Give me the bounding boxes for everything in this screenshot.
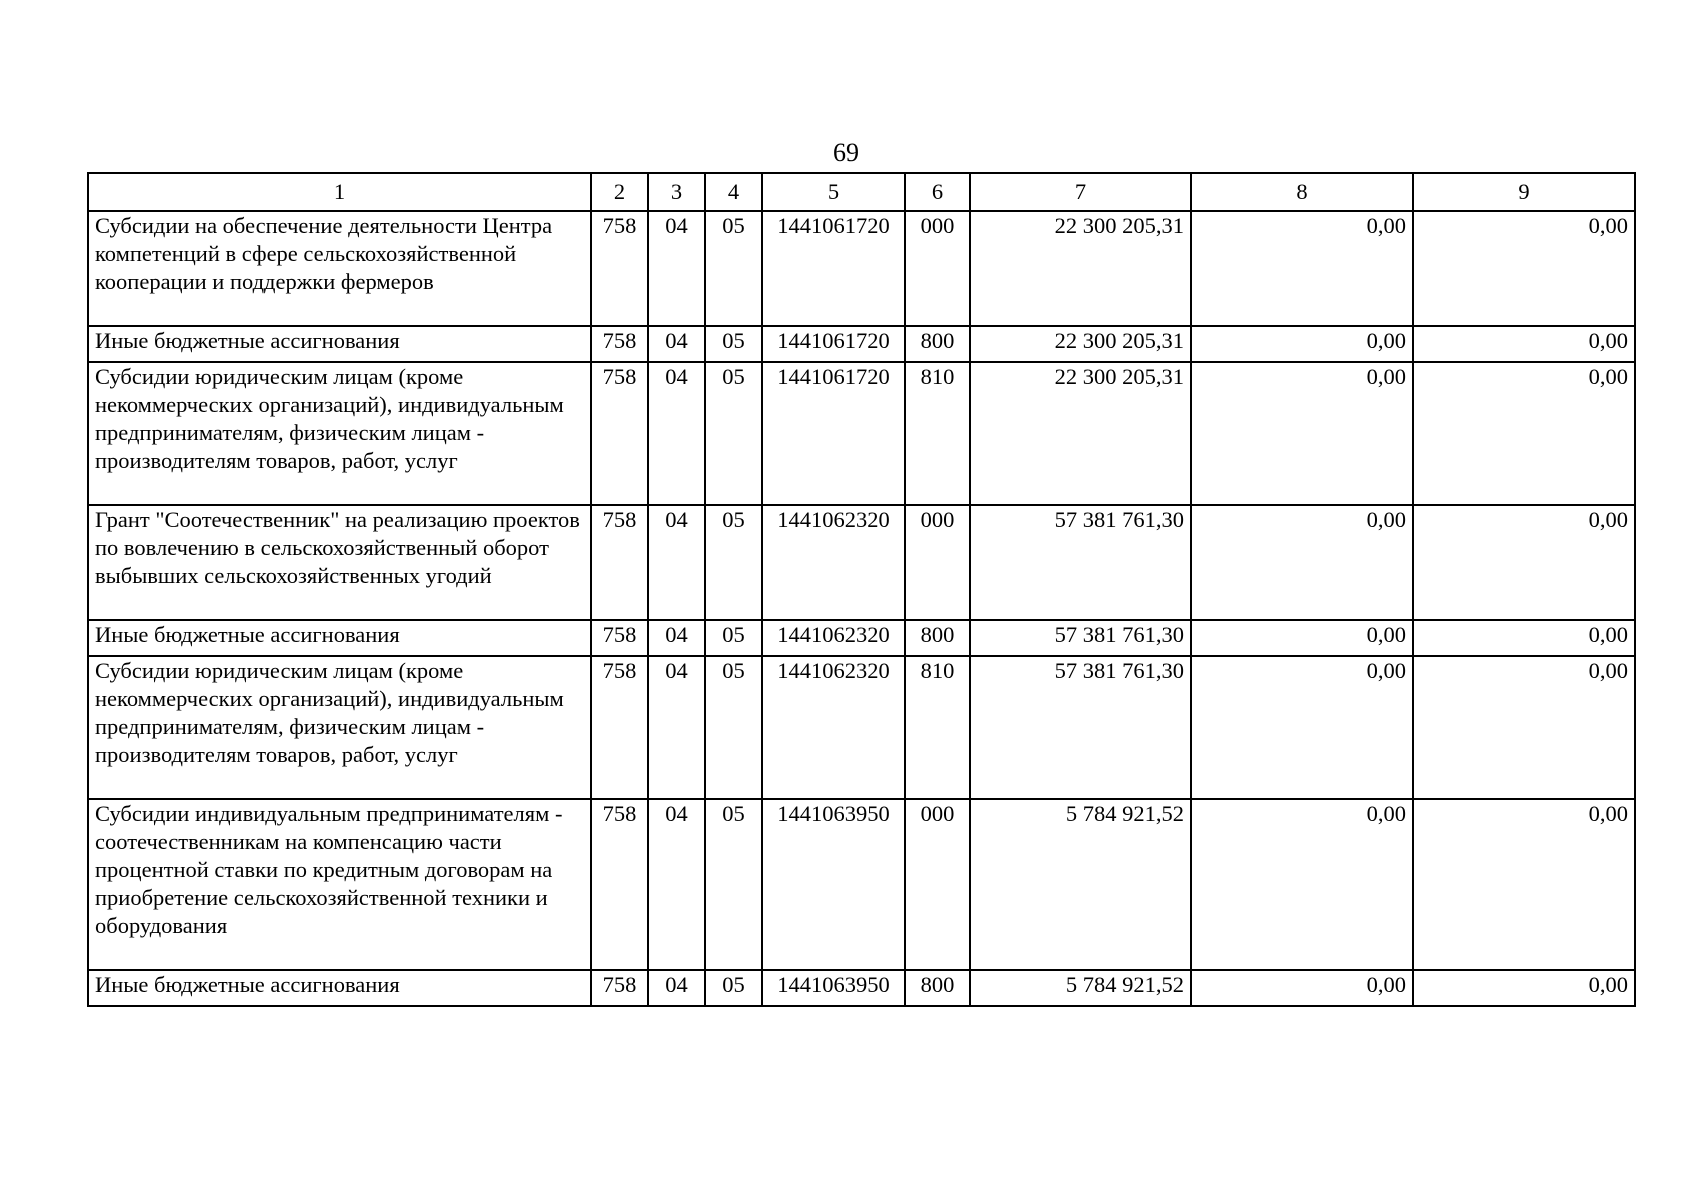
table-row (88, 211, 1635, 326)
cell-amount-col8: 0,00 (1191, 970, 1413, 1006)
cell-ministry-code: 758 (591, 211, 648, 326)
cell-section-code: 04 (648, 326, 705, 362)
cell-amount-col8: 0,00 (1191, 211, 1413, 326)
cell-expense-type: 810 (905, 656, 970, 799)
table-row (88, 505, 1635, 620)
cell-amount-col9: 0,00 (1413, 362, 1635, 505)
table-row (88, 656, 1635, 799)
cell-target-code: 1441063950 (762, 799, 905, 970)
column-header: 6 (905, 173, 970, 211)
table-row (88, 799, 1635, 970)
row-name: Иные бюджетные ассигнования (88, 970, 591, 1006)
cell-section-code: 04 (648, 799, 705, 970)
cell-ministry-code: 758 (591, 656, 648, 799)
row-name: Грант "Соотечественник" на реализацию проектов по вовлечению в сельскохозяйственный оборот выбывших сельскохозяйственных угодий (88, 505, 591, 620)
row-name: Субсидии юридическим лицам (кроме некоммерческих организаций), индивидуальным предпринимателям, физическим лицам - производителям товаров, работ, услуг (88, 362, 591, 505)
table-row (88, 362, 1635, 505)
column-header: 9 (1413, 173, 1635, 211)
column-header: 1 (88, 173, 591, 211)
table-row (88, 326, 1635, 362)
cell-ministry-code: 758 (591, 620, 648, 656)
cell-ministry-code: 758 (591, 970, 648, 1006)
table-row (88, 970, 1635, 1006)
cell-section-code: 04 (648, 970, 705, 1006)
cell-target-code: 1441063950 (762, 970, 905, 1006)
cell-ministry-code: 758 (591, 362, 648, 505)
cell-expense-type: 800 (905, 620, 970, 656)
column-header: 3 (648, 173, 705, 211)
row-name: Субсидии на обеспечение деятельности Центра компетенций в сфере сельскохозяйственной кооперации и поддержки фермеров (88, 211, 591, 326)
row-name: Иные бюджетные ассигнования (88, 620, 591, 656)
table-row (88, 620, 1635, 656)
cell-ministry-code: 758 (591, 505, 648, 620)
cell-section-code: 04 (648, 505, 705, 620)
cell-target-code: 1441061720 (762, 362, 905, 505)
cell-amount-col9: 0,00 (1413, 211, 1635, 326)
cell-amount-col8: 0,00 (1191, 799, 1413, 970)
page-number: 69 (833, 138, 859, 167)
cell-section-code: 04 (648, 211, 705, 326)
column-header: 4 (705, 173, 762, 211)
budget-table (87, 172, 1636, 1007)
row-name: Субсидии юридическим лицам (кроме некоммерческих организаций), индивидуальным предпринимателям, физическим лицам - производителям товаров, работ, услуг (88, 656, 591, 799)
column-header: 2 (591, 173, 648, 211)
column-header: 5 (762, 173, 905, 211)
cell-subsection-code: 05 (705, 620, 762, 656)
cell-section-code: 04 (648, 362, 705, 505)
cell-ministry-code: 758 (591, 326, 648, 362)
row-name: Субсидии индивидуальным предпринимателям - соотечественникам на компенсацию части процентной ставки по кредитным договорам на приобретение сельскохозяйственной техники и оборудования (88, 799, 591, 970)
cell-amount-col7: 22 300 205,31 (970, 211, 1191, 326)
cell-expense-type: 000 (905, 799, 970, 970)
cell-amount-col9: 0,00 (1413, 799, 1635, 970)
column-header: 8 (1191, 173, 1413, 211)
cell-amount-col8: 0,00 (1191, 326, 1413, 362)
cell-amount-col9: 0,00 (1413, 505, 1635, 620)
cell-expense-type: 000 (905, 211, 970, 326)
cell-subsection-code: 05 (705, 362, 762, 505)
cell-amount-col7: 57 381 761,30 (970, 620, 1191, 656)
cell-subsection-code: 05 (705, 211, 762, 326)
cell-amount-col7: 22 300 205,31 (970, 362, 1191, 505)
cell-section-code: 04 (648, 656, 705, 799)
cell-target-code: 1441061720 (762, 326, 905, 362)
cell-amount-col8: 0,00 (1191, 362, 1413, 505)
cell-amount-col7: 5 784 921,52 (970, 799, 1191, 970)
cell-subsection-code: 05 (705, 656, 762, 799)
cell-target-code: 1441062320 (762, 656, 905, 799)
cell-expense-type: 000 (905, 505, 970, 620)
cell-amount-col8: 0,00 (1191, 656, 1413, 799)
cell-expense-type: 800 (905, 326, 970, 362)
cell-subsection-code: 05 (705, 799, 762, 970)
cell-ministry-code: 758 (591, 799, 648, 970)
cell-amount-col7: 5 784 921,52 (970, 970, 1191, 1006)
cell-expense-type: 810 (905, 362, 970, 505)
cell-target-code: 1441062320 (762, 620, 905, 656)
cell-amount-col7: 57 381 761,30 (970, 505, 1191, 620)
row-name: Иные бюджетные ассигнования (88, 326, 591, 362)
cell-amount-col7: 57 381 761,30 (970, 656, 1191, 799)
cell-amount-col9: 0,00 (1413, 620, 1635, 656)
cell-target-code: 1441061720 (762, 211, 905, 326)
cell-target-code: 1441062320 (762, 505, 905, 620)
cell-amount-col9: 0,00 (1413, 970, 1635, 1006)
cell-section-code: 04 (648, 620, 705, 656)
column-header: 7 (970, 173, 1191, 211)
cell-amount-col8: 0,00 (1191, 620, 1413, 656)
cell-amount-col9: 0,00 (1413, 656, 1635, 799)
cell-amount-col8: 0,00 (1191, 505, 1413, 620)
cell-subsection-code: 05 (705, 505, 762, 620)
header-row (88, 173, 1635, 211)
cell-expense-type: 800 (905, 970, 970, 1006)
cell-subsection-code: 05 (705, 970, 762, 1006)
cell-amount-col9: 0,00 (1413, 326, 1635, 362)
cell-subsection-code: 05 (705, 326, 762, 362)
cell-amount-col7: 22 300 205,31 (970, 326, 1191, 362)
